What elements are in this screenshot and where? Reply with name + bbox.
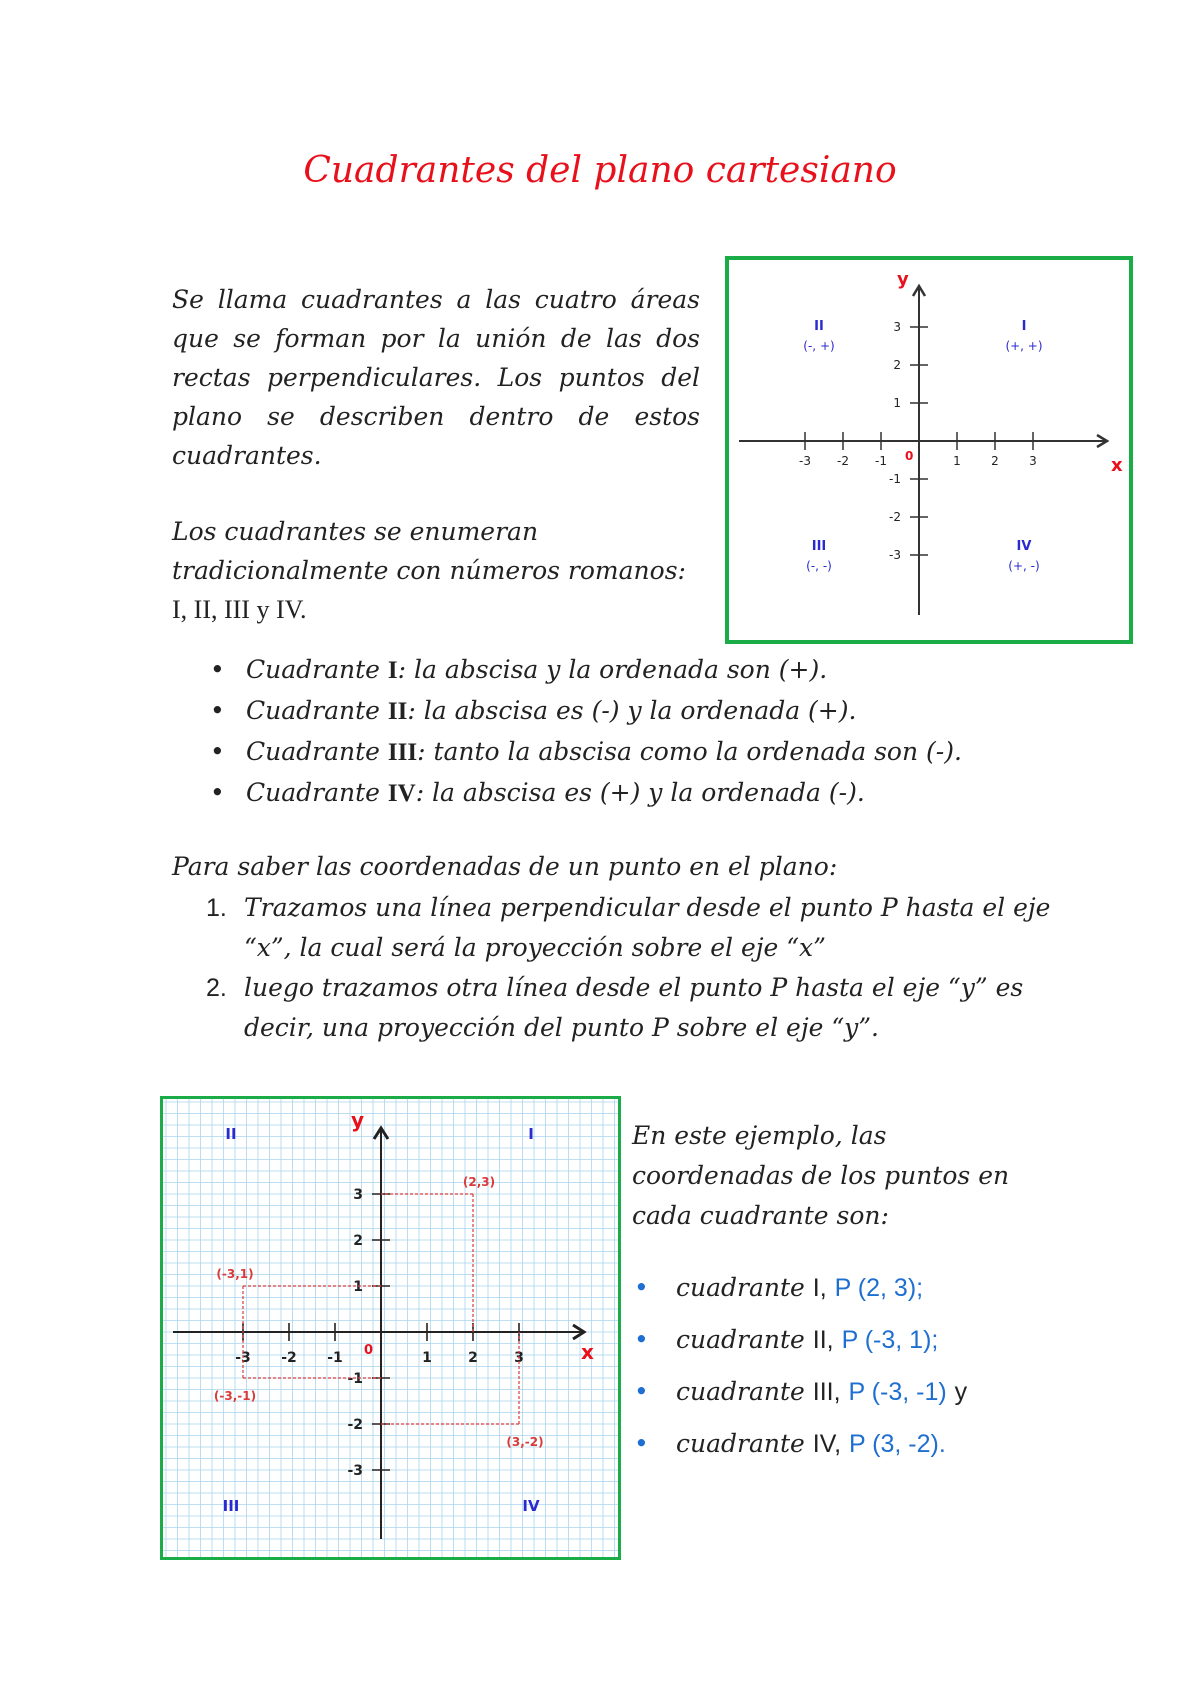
quadrant-rule: • Cuadrante II: la abscisa es (-) y la ordenada (+).	[210, 691, 962, 732]
y-tick-label: 3	[353, 1187, 363, 1203]
quadrants-diagram-svg	[729, 260, 1129, 640]
y-tick-label: 2	[353, 1233, 363, 1249]
quadrant-rules-list	[210, 650, 962, 814]
x-tick-label: -1	[327, 1350, 343, 1366]
y-tick-label: 1	[353, 1279, 363, 1295]
x-tick-label: 2	[991, 454, 999, 468]
example-item: • cuadrante IV, P (3, -2).	[632, 1418, 967, 1470]
x-tick-label: -2	[281, 1350, 297, 1366]
x-tick-label: -2	[837, 454, 849, 468]
example-list	[632, 1262, 967, 1470]
example-diagram	[160, 1096, 621, 1560]
quadrant-signs: (-, +)	[803, 339, 835, 353]
example-diagram-svg	[163, 1099, 618, 1557]
quadrants-diagram	[725, 256, 1133, 644]
quadrant-label: II	[225, 1125, 237, 1143]
x-tick-label: 1	[953, 454, 961, 468]
y-tick-label: 2	[893, 358, 901, 372]
quadrant-signs: (+, +)	[1005, 339, 1043, 353]
point-label: (-3,1)	[216, 1267, 254, 1281]
x-axis-label: x	[1111, 455, 1123, 476]
quadrant-label: IV	[1016, 539, 1032, 554]
quadrant-signs: (-, -)	[806, 559, 832, 573]
quadrant-rule: • Cuadrante IV: la abscisa es (+) y la ordenada (-).	[210, 773, 962, 814]
quadrant-label: III	[222, 1497, 240, 1515]
x-tick-label: -3	[235, 1350, 251, 1366]
quadrant-label: I	[1021, 319, 1027, 334]
quadrant-label: III	[811, 539, 827, 554]
quadrant-label: II	[814, 319, 824, 334]
y-tick-label: -1	[889, 472, 901, 486]
y-tick-label: -2	[347, 1417, 363, 1433]
origin-label: 0	[905, 449, 914, 463]
step-item: 2. luego trazamos otra línea desde el punto P hasta el eje “y” es decir, una proyección del punto P sobre el eje “y”.	[206, 973, 1024, 1042]
steps-list	[206, 888, 1056, 1048]
example-item: • cuadrante III, P (-3, -1) y	[632, 1366, 967, 1418]
quadrant-signs: (+, -)	[1008, 559, 1040, 573]
step-item: 1. Trazamos una línea perpendicular desde el punto P hasta el eje “x”, la cual será la proyección sobre el eje “x”	[206, 893, 1051, 962]
y-tick-label: 3	[893, 320, 901, 334]
y-tick-label: -3	[889, 548, 901, 562]
quadrant-rule: • Cuadrante I: la abscisa y la ordenada son (+).	[210, 650, 962, 691]
origin-label: 0	[364, 1343, 374, 1358]
point-label: (2,3)	[462, 1175, 496, 1189]
quadrant-label: I	[528, 1125, 534, 1143]
example-item: • cuadrante I, P (2, 3);	[632, 1262, 967, 1314]
x-tick-label: 3	[514, 1350, 524, 1366]
x-tick-label: 1	[422, 1350, 432, 1366]
numbering-romans: I, II, III y IV.	[172, 595, 307, 624]
example-intro: En este ejemplo, las coordenadas de los puntos en cada cuadrante son:	[632, 1121, 1010, 1230]
intro-paragraph: Se llama cuadrantes a las cuatro áreas que se forman por la unión de las dos rectas perpendiculares. Los puntos del plano se describen dentro de estos cuadrantes.	[172, 285, 700, 470]
steps-intro: Para saber las coordenadas de un punto en el plano:	[172, 852, 838, 881]
quadrant-label: IV	[522, 1497, 540, 1515]
y-tick-label: -1	[347, 1371, 363, 1387]
quadrant-rule: • Cuadrante III: tanto la abscisa como la ordenada son (-).	[210, 732, 962, 773]
x-axis-label: x	[581, 1340, 594, 1364]
y-axis-label: y	[351, 1108, 365, 1132]
point-label: (3,-2)	[506, 1435, 544, 1449]
x-tick-label: 2	[468, 1350, 478, 1366]
point-label: (-3,-1)	[213, 1389, 257, 1403]
y-tick-label: 1	[893, 396, 901, 410]
x-tick-label: 3	[1029, 454, 1037, 468]
x-tick-label: -1	[875, 454, 887, 468]
y-tick-label: -2	[889, 510, 901, 524]
numbering-paragraph	[172, 512, 700, 629]
numbering-text: Los cuadrantes se enumeran tradicionalmente con números romanos:	[172, 517, 686, 585]
example-item: • cuadrante II, P (-3, 1);	[632, 1314, 967, 1366]
y-tick-label: -3	[347, 1463, 363, 1479]
y-axis-label: y	[897, 269, 909, 290]
page-title: Cuadrantes del plano cartesiano	[303, 150, 897, 191]
x-tick-label: -3	[799, 454, 811, 468]
